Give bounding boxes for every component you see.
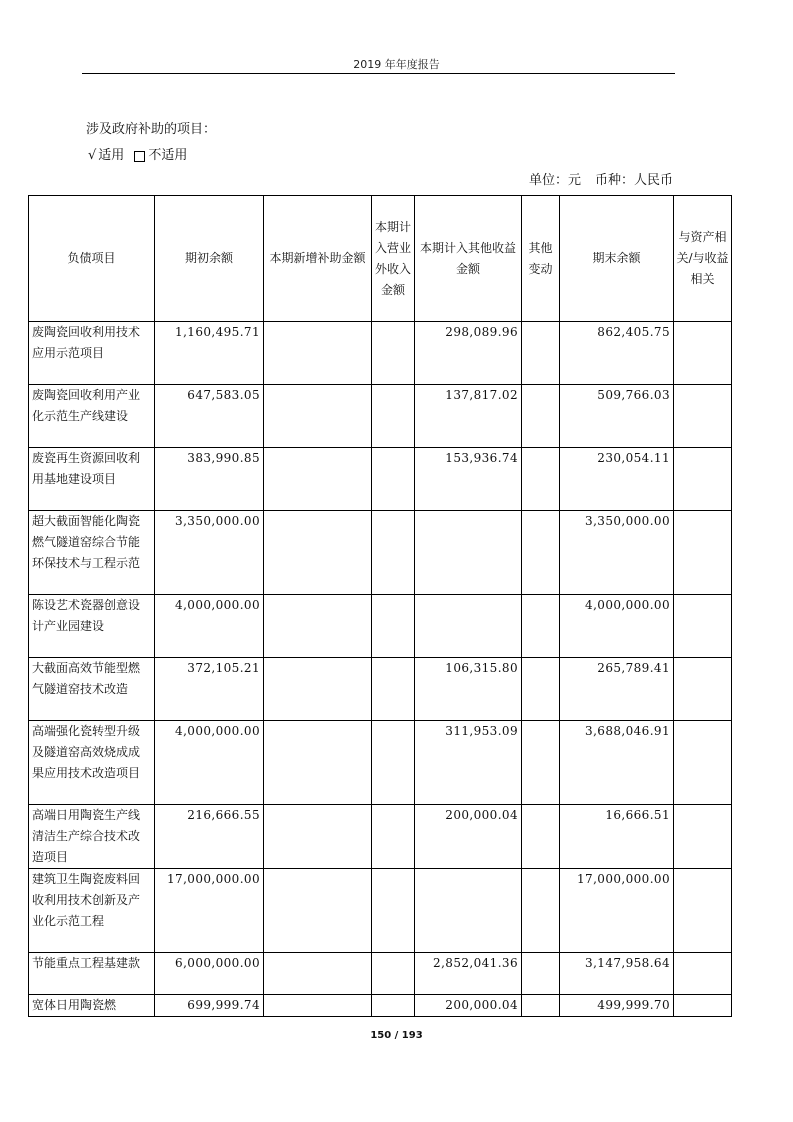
table-cell-other-changes bbox=[522, 511, 560, 595]
table-cell-other-income-amount: 2,852,041.36 bbox=[415, 953, 522, 995]
table-cell-liability-item: 废陶瓷回收利用产业化示范生产线建设 bbox=[29, 385, 155, 448]
table-cell-other-changes bbox=[522, 869, 560, 953]
table-cell-non-operating-income-amount bbox=[372, 805, 415, 869]
table-row bbox=[29, 953, 732, 995]
table-cell-other-income-amount: 311,953.09 bbox=[415, 721, 522, 805]
table-cell-closing-balance: 499,999.70 bbox=[560, 995, 674, 1017]
table-cell-asset-or-income-related bbox=[674, 658, 732, 721]
table-cell-other-income-amount: 200,000.04 bbox=[415, 805, 522, 869]
table-cell-new-grant-amount bbox=[264, 995, 372, 1017]
table-cell-non-operating-income-amount bbox=[372, 953, 415, 995]
table-cell-non-operating-income-amount bbox=[372, 385, 415, 448]
empty-checkbox-icon bbox=[134, 151, 145, 162]
table-row bbox=[29, 595, 732, 658]
table-cell-closing-balance: 230,054.11 bbox=[560, 448, 674, 511]
table-cell-liability-item: 建筑卫生陶瓷废料回收利用技术创新及产业化示范工程 bbox=[29, 869, 155, 953]
table-cell-asset-or-income-related bbox=[674, 995, 732, 1017]
table-cell-asset-or-income-related bbox=[674, 805, 732, 869]
table-cell-other-income-amount: 298,089.96 bbox=[415, 322, 522, 385]
table-cell-asset-or-income-related bbox=[674, 595, 732, 658]
column-header-other-changes: 其他变动 bbox=[522, 196, 560, 322]
table-cell-closing-balance: 3,147,958.64 bbox=[560, 953, 674, 995]
table-cell-new-grant-amount bbox=[264, 595, 372, 658]
table-row bbox=[29, 511, 732, 595]
table-cell-opening-balance: 372,105.21 bbox=[155, 658, 264, 721]
table-cell-other-income-amount bbox=[415, 511, 522, 595]
option-applicable bbox=[88, 148, 124, 164]
column-header-other-income-amount: 本期计入其他收益金额 bbox=[415, 196, 522, 322]
column-header-new-grant-amount: 本期新增补助金额 bbox=[264, 196, 372, 322]
table-cell-other-income-amount bbox=[415, 869, 522, 953]
table-cell-other-changes bbox=[522, 385, 560, 448]
column-header-opening-balance: 期初余额 bbox=[155, 196, 264, 322]
table-cell-non-operating-income-amount bbox=[372, 595, 415, 658]
unit-line bbox=[529, 173, 673, 189]
table-cell-other-income-amount: 137,817.02 bbox=[415, 385, 522, 448]
table-row bbox=[29, 869, 732, 953]
table-cell-liability-item: 高端日用陶瓷生产线清洁生产综合技术改造项目 bbox=[29, 805, 155, 869]
table-cell-opening-balance: 216,666.55 bbox=[155, 805, 264, 869]
table-cell-other-income-amount bbox=[415, 595, 522, 658]
table-cell-other-changes bbox=[522, 995, 560, 1017]
table-cell-liability-item: 超大截面智能化陶瓷燃气隧道窑综合节能环保技术与工程示范 bbox=[29, 511, 155, 595]
report-header-title: 2019 年年度报告 bbox=[353, 58, 440, 71]
table-cell-opening-balance: 647,583.05 bbox=[155, 385, 264, 448]
table-cell-opening-balance: 1,160,495.71 bbox=[155, 322, 264, 385]
table-cell-other-changes bbox=[522, 595, 560, 658]
table-cell-opening-balance: 383,990.85 bbox=[155, 448, 264, 511]
table-cell-new-grant-amount bbox=[264, 953, 372, 995]
table-row bbox=[29, 658, 732, 721]
table-cell-other-changes bbox=[522, 721, 560, 805]
table-header-row bbox=[29, 196, 732, 322]
table-cell-asset-or-income-related bbox=[674, 322, 732, 385]
table-row bbox=[29, 805, 732, 869]
column-header-closing-balance: 期末余额 bbox=[560, 196, 674, 322]
table-cell-liability-item: 高端强化瓷转型升级及隧道窑高效烧成成果应用技术改造项目 bbox=[29, 721, 155, 805]
table-cell-asset-or-income-related bbox=[674, 869, 732, 953]
table-cell-opening-balance: 17,000,000.00 bbox=[155, 869, 264, 953]
table-cell-liability-item: 宽体日用陶瓷燃 bbox=[29, 995, 155, 1017]
table-cell-asset-or-income-related bbox=[674, 721, 732, 805]
table-cell-opening-balance: 3,350,000.00 bbox=[155, 511, 264, 595]
page-number: 150 / 193 bbox=[370, 1030, 423, 1041]
table-cell-non-operating-income-amount bbox=[372, 448, 415, 511]
check-mark-icon: √ bbox=[88, 148, 97, 163]
table-cell-other-changes bbox=[522, 658, 560, 721]
unit-label: 单位：元 bbox=[528, 173, 581, 188]
table-cell-non-operating-income-amount bbox=[372, 995, 415, 1017]
table-cell-non-operating-income-amount bbox=[372, 658, 415, 721]
table-cell-liability-item: 节能重点工程基建款 bbox=[29, 953, 155, 995]
applicability-options bbox=[88, 148, 187, 164]
header-divider bbox=[82, 73, 675, 74]
table-cell-new-grant-amount bbox=[264, 721, 372, 805]
table-cell-non-operating-income-amount bbox=[372, 869, 415, 953]
table-cell-asset-or-income-related bbox=[674, 953, 732, 995]
table-row bbox=[29, 385, 732, 448]
currency-label: 币种：人民币 bbox=[594, 173, 673, 188]
table-cell-liability-item: 陈设艺术瓷器创意设计产业园建设 bbox=[29, 595, 155, 658]
table-row bbox=[29, 322, 732, 385]
option-not-applicable bbox=[134, 148, 187, 164]
table-cell-other-income-amount: 106,315.80 bbox=[415, 658, 522, 721]
table-cell-other-income-amount: 200,000.04 bbox=[415, 995, 522, 1017]
table-cell-new-grant-amount bbox=[264, 385, 372, 448]
option-not-applicable-label: 不适用 bbox=[148, 148, 188, 163]
table-cell-opening-balance: 6,000,000.00 bbox=[155, 953, 264, 995]
table-cell-new-grant-amount bbox=[264, 511, 372, 595]
table-cell-liability-item: 废陶瓷回收利用技术应用示范项目 bbox=[29, 322, 155, 385]
table-cell-asset-or-income-related bbox=[674, 511, 732, 595]
table-cell-new-grant-amount bbox=[264, 869, 372, 953]
table-cell-other-changes bbox=[522, 953, 560, 995]
table-cell-asset-or-income-related bbox=[674, 448, 732, 511]
table-cell-other-changes bbox=[522, 322, 560, 385]
table-row bbox=[29, 721, 732, 805]
column-header-liability-item: 负债项目 bbox=[29, 196, 155, 322]
table-cell-opening-balance: 4,000,000.00 bbox=[155, 595, 264, 658]
table-cell-liability-item: 大截面高效节能型燃气隧道窑技术改造 bbox=[29, 658, 155, 721]
table-cell-new-grant-amount bbox=[264, 658, 372, 721]
table-cell-closing-balance: 3,688,046.91 bbox=[560, 721, 674, 805]
table-body bbox=[29, 322, 732, 1017]
table-cell-non-operating-income-amount bbox=[372, 721, 415, 805]
table-cell-new-grant-amount bbox=[264, 805, 372, 869]
table-cell-closing-balance: 265,789.41 bbox=[560, 658, 674, 721]
table-cell-other-changes bbox=[522, 805, 560, 869]
table-row bbox=[29, 995, 732, 1017]
table-cell-opening-balance: 4,000,000.00 bbox=[155, 721, 264, 805]
table-cell-other-changes bbox=[522, 448, 560, 511]
table-cell-opening-balance: 699,999.74 bbox=[155, 995, 264, 1017]
section-intro: 涉及政府补助的项目： bbox=[86, 122, 217, 137]
table-cell-asset-or-income-related bbox=[674, 385, 732, 448]
table-row bbox=[29, 448, 732, 511]
table-cell-closing-balance: 3,350,000.00 bbox=[560, 511, 674, 595]
table-cell-non-operating-income-amount bbox=[372, 511, 415, 595]
table-cell-other-income-amount: 153,936.74 bbox=[415, 448, 522, 511]
option-applicable-label: 适用 bbox=[98, 148, 125, 163]
table-cell-new-grant-amount bbox=[264, 322, 372, 385]
table-cell-closing-balance: 862,405.75 bbox=[560, 322, 674, 385]
table-cell-new-grant-amount bbox=[264, 448, 372, 511]
table-cell-closing-balance: 17,000,000.00 bbox=[560, 869, 674, 953]
table-cell-non-operating-income-amount bbox=[372, 322, 415, 385]
table-cell-closing-balance: 509,766.03 bbox=[560, 385, 674, 448]
column-header-asset-or-income-related: 与资产相关/与收益相关 bbox=[674, 196, 732, 322]
table-cell-liability-item: 废瓷再生资源回收利用基地建设项目 bbox=[29, 448, 155, 511]
government-grant-table bbox=[28, 195, 732, 1017]
table-cell-closing-balance: 16,666.51 bbox=[560, 805, 674, 869]
table-cell-closing-balance: 4,000,000.00 bbox=[560, 595, 674, 658]
column-header-non-operating-income-amount: 本期计入营业外收入金额 bbox=[372, 196, 415, 322]
